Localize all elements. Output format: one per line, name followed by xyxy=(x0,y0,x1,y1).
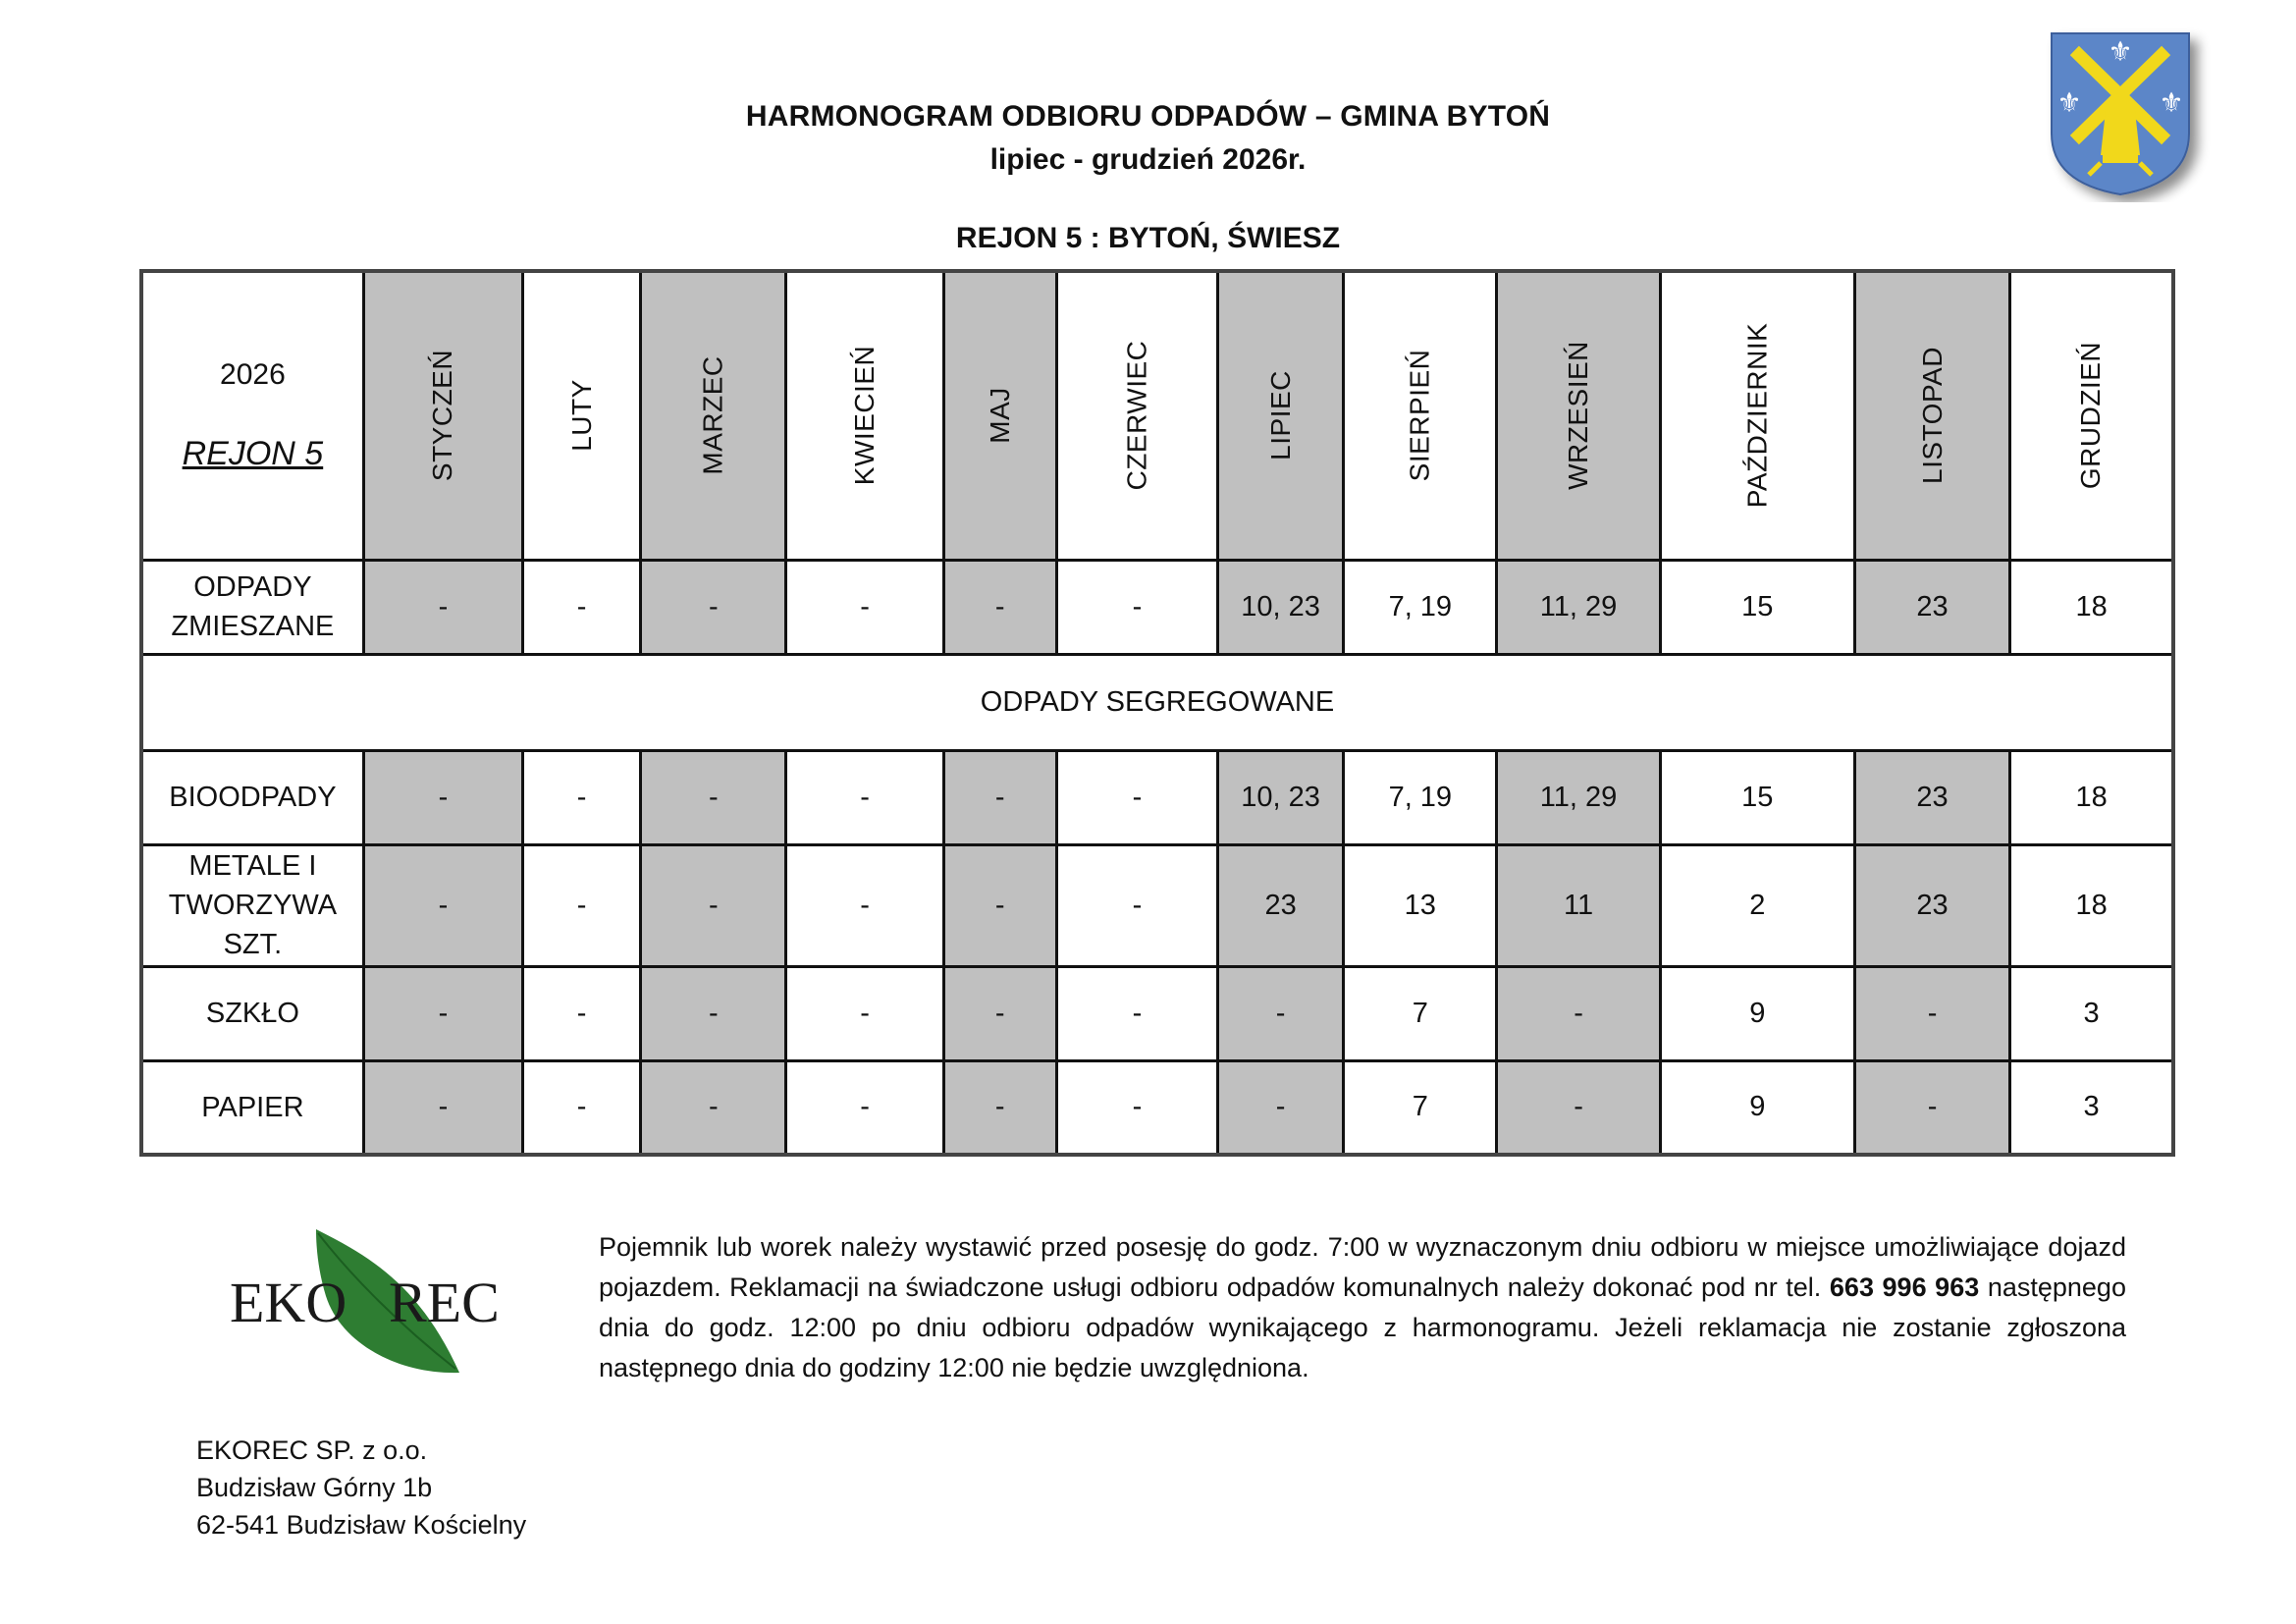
table-cell: - xyxy=(523,1060,641,1155)
table-cell: - xyxy=(523,560,641,654)
row-label: BIOODPADY xyxy=(141,750,363,844)
year-label: 2026 xyxy=(220,357,286,391)
region-label: REJON 5 xyxy=(182,434,324,472)
table-cell: 10, 23 xyxy=(1218,560,1344,654)
table-cell: - xyxy=(363,560,522,654)
corner-cell xyxy=(141,271,363,560)
notice-text-before: Pojemnik lub worek należy wystawić przed posesję do godz. 7:00 w wyznaczonym dniu odbioru w miejsce umożliwiające dojazd pojazdem. Reklamacji na świadczone usługi odbioru odpadów komunalnych należy dokonać pod nr tel. xyxy=(599,1232,2126,1302)
month-header xyxy=(1218,271,1344,560)
table-cell: - xyxy=(641,844,786,966)
table-cell: - xyxy=(786,844,943,966)
month-label: KWIECIEŃ xyxy=(849,346,881,486)
svg-text:⚜: ⚜ xyxy=(2056,86,2082,119)
phone-number: 663 996 963 xyxy=(1829,1272,1980,1302)
address-line: Budzisław Górny 1b xyxy=(196,1473,433,1502)
month-header xyxy=(786,271,943,560)
table-row-glass xyxy=(141,966,2173,1060)
month-header xyxy=(1056,271,1217,560)
row-label: METALE I TWORZYWA SZT. xyxy=(141,844,363,966)
table-cell: - xyxy=(363,1060,522,1155)
table-cell: - xyxy=(786,750,943,844)
row-label: ODPADY ZMIESZANE xyxy=(141,560,363,654)
month-label: STYCZEŃ xyxy=(427,350,458,482)
month-header xyxy=(1854,271,2009,560)
ekorec-logo xyxy=(224,1227,518,1375)
table-cell: - xyxy=(786,560,943,654)
month-header xyxy=(523,271,641,560)
document-subtitle: lipiec - grudzień 2026r. xyxy=(989,143,1307,176)
table-cell: - xyxy=(1056,844,1217,966)
month-header xyxy=(1660,271,1854,560)
region-title: REJON 5 : BYTOŃ, ŚWIESZ xyxy=(955,222,1341,254)
table-cell: 23 xyxy=(1218,844,1344,966)
table-cell: 11 xyxy=(1497,844,1660,966)
table-cell: - xyxy=(523,966,641,1060)
month-label: LISTOPAD xyxy=(1916,347,1948,485)
table-cell: 13 xyxy=(1344,844,1497,966)
month-label: LIPIEC xyxy=(1264,370,1296,461)
table-cell: 23 xyxy=(1854,844,2009,966)
coat-of-arms-icon xyxy=(2042,26,2215,202)
table-cell: 3 xyxy=(2010,966,2173,1060)
document-title: HARMONOGRAM ODBIORU ODPADÓW – GMINA BYTOŃ xyxy=(745,100,1551,133)
table-cell: - xyxy=(1497,1060,1660,1155)
schedule-table xyxy=(139,269,2175,1157)
address-line: 62-541 Budzisław Kościelny xyxy=(196,1510,527,1540)
table-cell: 3 xyxy=(2010,1060,2173,1155)
table-cell: 11, 29 xyxy=(1497,750,1660,844)
table-cell: 9 xyxy=(1660,1060,1854,1155)
table-cell: - xyxy=(523,750,641,844)
table-cell: - xyxy=(641,1060,786,1155)
svg-text:⚜: ⚜ xyxy=(2159,86,2184,119)
table-row-metal xyxy=(141,844,2173,966)
table-cell: - xyxy=(786,966,943,1060)
table-cell: - xyxy=(1854,966,2009,1060)
table-cell: 7 xyxy=(1344,966,1497,1060)
notice-text-after: następnego dnia do godz. 12:00 po dniu odbioru odpadów wynikającego z harmonogramu. Jeżeli reklamacja nie zostanie zgłoszona następnego dnia do godziny 12:00 nie będzie uwzględniona. xyxy=(599,1272,2126,1382)
table-cell: 11, 29 xyxy=(1497,560,1660,654)
month-header-row xyxy=(141,271,2173,560)
row-label: SZKŁO xyxy=(141,966,363,1060)
table-cell: - xyxy=(943,844,1056,966)
table-cell: 7 xyxy=(1344,1060,1497,1155)
table-cell: - xyxy=(363,966,522,1060)
table-cell: 23 xyxy=(1854,750,2009,844)
month-label: PAŹDZIERNIK xyxy=(1741,322,1773,509)
company-address xyxy=(196,1432,526,1543)
table-cell: - xyxy=(641,750,786,844)
month-header xyxy=(1344,271,1497,560)
table-cell: - xyxy=(1854,1060,2009,1155)
table-cell: 9 xyxy=(1660,966,1854,1060)
logo-text-right: REC xyxy=(389,1271,500,1334)
table-cell: 18 xyxy=(2010,844,2173,966)
month-header xyxy=(2010,271,2173,560)
logo-text-left: EKO xyxy=(230,1271,347,1334)
table-cell: 18 xyxy=(2010,750,2173,844)
table-cell: - xyxy=(786,1060,943,1155)
notice-text xyxy=(599,1227,2126,1388)
month-header xyxy=(363,271,522,560)
month-header xyxy=(1497,271,1660,560)
table-row-paper xyxy=(141,1060,2173,1155)
month-label: GRUDZIEŃ xyxy=(2075,342,2107,490)
table-cell: - xyxy=(641,966,786,1060)
table-cell: 18 xyxy=(2010,560,2173,654)
table-cell: - xyxy=(1218,1060,1344,1155)
month-label: WRZESIEŃ xyxy=(1563,341,1594,491)
table-cell: - xyxy=(1056,750,1217,844)
table-cell: - xyxy=(1218,966,1344,1060)
segregated-header-row xyxy=(141,654,2173,750)
table-cell: - xyxy=(641,560,786,654)
table-row-bio xyxy=(141,750,2173,844)
month-header xyxy=(943,271,1056,560)
segregated-header: ODPADY SEGREGOWANE xyxy=(141,654,2173,750)
table-cell: 15 xyxy=(1660,750,1854,844)
address-line: EKOREC SP. z o.o. xyxy=(196,1435,428,1465)
table-cell: - xyxy=(1056,1060,1217,1155)
table-cell: - xyxy=(943,966,1056,1060)
month-label: MARZEC xyxy=(697,355,728,475)
month-label: SIERPIEŃ xyxy=(1404,349,1435,482)
table-cell: 10, 23 xyxy=(1218,750,1344,844)
table-cell: - xyxy=(943,560,1056,654)
table-cell: - xyxy=(363,750,522,844)
table-cell: - xyxy=(363,844,522,966)
table-cell: - xyxy=(523,844,641,966)
table-row-mixed xyxy=(141,560,2173,654)
table-cell: - xyxy=(943,1060,1056,1155)
table-cell: - xyxy=(943,750,1056,844)
table-cell: 7, 19 xyxy=(1344,560,1497,654)
table-cell: - xyxy=(1056,966,1217,1060)
table-cell: - xyxy=(1056,560,1217,654)
month-label: CZERWIEC xyxy=(1121,340,1152,491)
month-header xyxy=(641,271,786,560)
table-cell: 23 xyxy=(1854,560,2009,654)
table-cell: 15 xyxy=(1660,560,1854,654)
row-label: PAPIER xyxy=(141,1060,363,1155)
month-label: LUTY xyxy=(565,379,597,453)
table-cell: 7, 19 xyxy=(1344,750,1497,844)
table-cell: - xyxy=(1497,966,1660,1060)
month-label: MAJ xyxy=(984,387,1015,444)
svg-text:⚜: ⚜ xyxy=(2108,35,2133,68)
table-cell: 2 xyxy=(1660,844,1854,966)
